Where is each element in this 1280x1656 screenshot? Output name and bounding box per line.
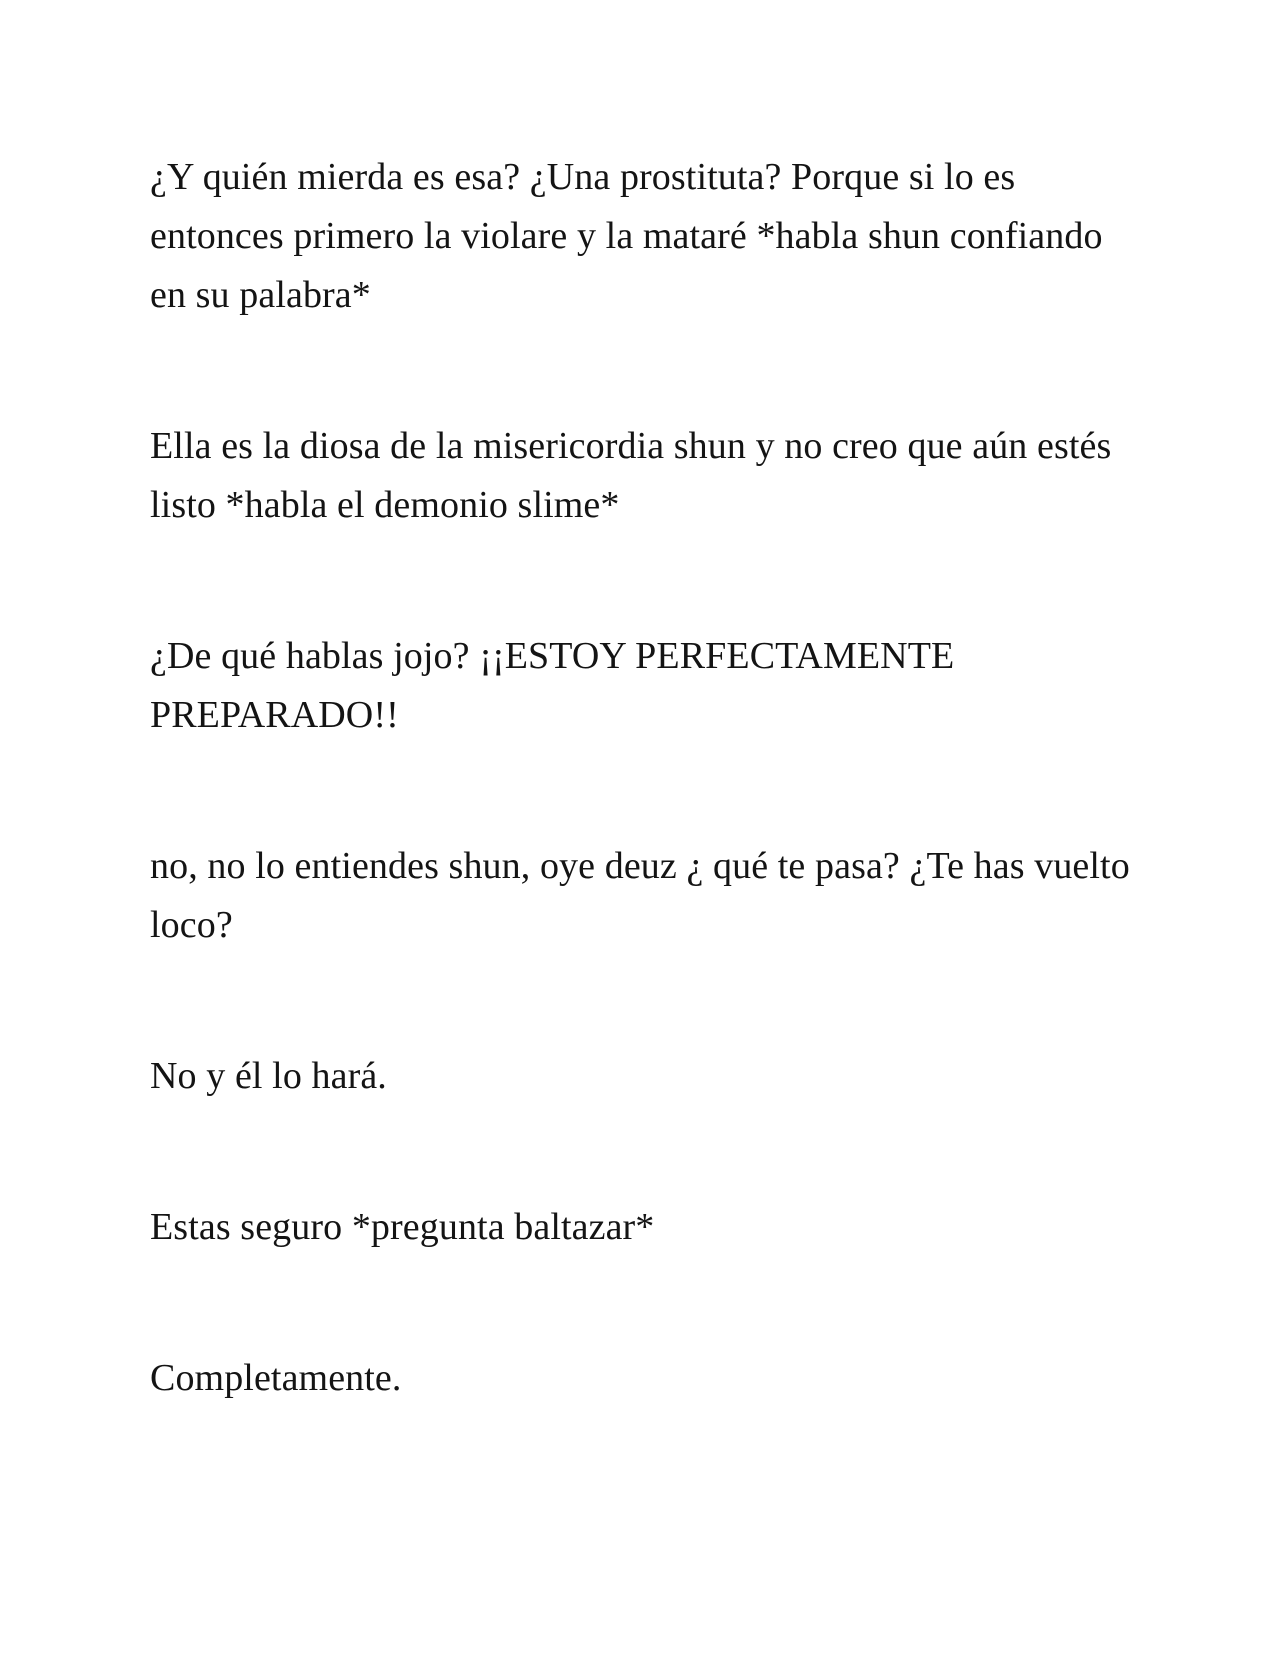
paragraph-3: ¿De qué hablas jojo? ¡¡ESTOY PERFECTAMENTE PREPARADO!!: [150, 635, 955, 736]
paragraph-1: ¿Y quién mierda es esa? ¿Una prostituta? Porque si lo es entonces primero la violare y la mataré *habla shun confiando en su palabra*: [150, 156, 1103, 316]
paragraph-6: Estas seguro *pregunta baltazar*: [150, 1206, 655, 1248]
paragraph-4: no, no lo entiendes shun, oye deuz ¿ qué te pasa? ¿Te has vuelto loco?: [150, 845, 1130, 946]
paragraph-2: Ella es la diosa de la misericordia shun y no creo que aún estés listo *habla el demonio slime*: [150, 425, 1112, 526]
paragraph-5: No y él lo hará.: [150, 1055, 387, 1097]
paragraph-7: Completamente.: [150, 1357, 402, 1399]
document-body: [150, 148, 1130, 1408]
